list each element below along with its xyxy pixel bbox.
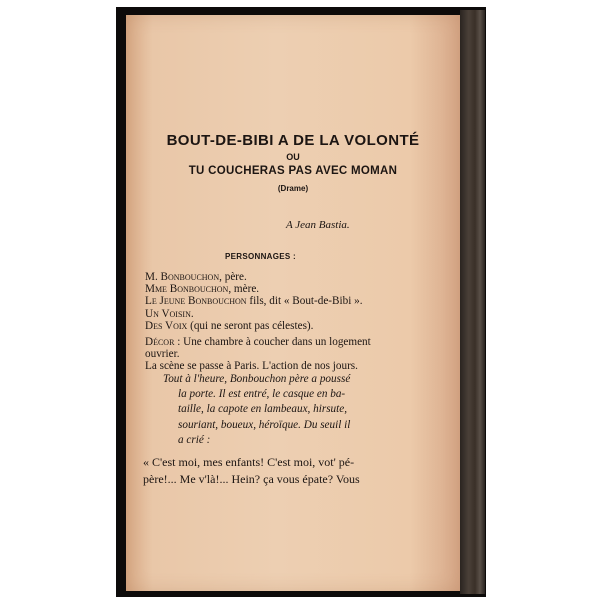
- stage-direction-line: a crié :: [178, 433, 211, 446]
- dedication: A Jean Bastia.: [286, 219, 350, 231]
- play-subtitle: TU COUCHERAS PAS AVEC MOMAN: [188, 165, 398, 177]
- character-name: Le Jeune Bonbouchon: [145, 295, 247, 308]
- character-entry: [145, 308, 445, 320]
- character-name: Mme Bonbouchon: [145, 283, 229, 296]
- stage-direction-line: taille, la capote en lambeaux, hirsute,: [178, 403, 348, 416]
- character-name: Un Voisin: [145, 307, 191, 320]
- character-description: fils, dit « Bout-de-Bibi ».: [246, 295, 363, 308]
- dialogue-line: père!... Me v'là!... Hein? ça vous épate? Vous: [143, 472, 360, 486]
- setting-line: ouvrier.: [145, 347, 180, 360]
- character-entry: [145, 320, 445, 332]
- setting-label: Décor: [145, 336, 175, 348]
- stage-direction-line: Tout à l'heure, Bonbouchon père a poussé: [163, 373, 351, 385]
- character-name: Des Voix: [145, 319, 188, 332]
- character-description: (qui ne seront pas célestes).: [187, 319, 314, 332]
- stage-direction-line: la porte. Il est entré, le casque en ba-: [178, 388, 346, 401]
- stage-direction: [163, 372, 443, 448]
- setting-line: [145, 337, 445, 349]
- character-name: M. Bonbouchon: [145, 271, 220, 283]
- book-page: [126, 15, 460, 591]
- dialogue-line: « C'est moi, mes enfants! C'est moi, vot' pé-: [143, 455, 355, 469]
- play-genre: (Drame): [277, 184, 309, 193]
- character-entry: [145, 283, 445, 295]
- character-entry: [145, 271, 445, 283]
- characters-heading: PERSONNAGES :: [225, 252, 297, 261]
- title-connector: OU: [286, 152, 300, 162]
- character-description: , mère.: [228, 283, 260, 296]
- character-description: , père.: [219, 271, 247, 283]
- character-entry: [145, 295, 445, 307]
- stage-direction-line: souriant, boueux, héroïque. Du seuil il: [178, 418, 351, 431]
- play-title: BOUT-DE-BIBI A DE LA VOLONTÉ: [166, 132, 420, 149]
- dialogue: [143, 454, 443, 488]
- book-spine: [460, 10, 485, 594]
- setting-line: La scène se passe à Paris. L'action de nos jours.: [145, 359, 358, 372]
- character-description: .: [190, 307, 194, 320]
- character-list: [145, 271, 445, 332]
- setting-description: [145, 337, 445, 372]
- setting-text: : Une chambre à coucher dans un logement: [174, 336, 371, 348]
